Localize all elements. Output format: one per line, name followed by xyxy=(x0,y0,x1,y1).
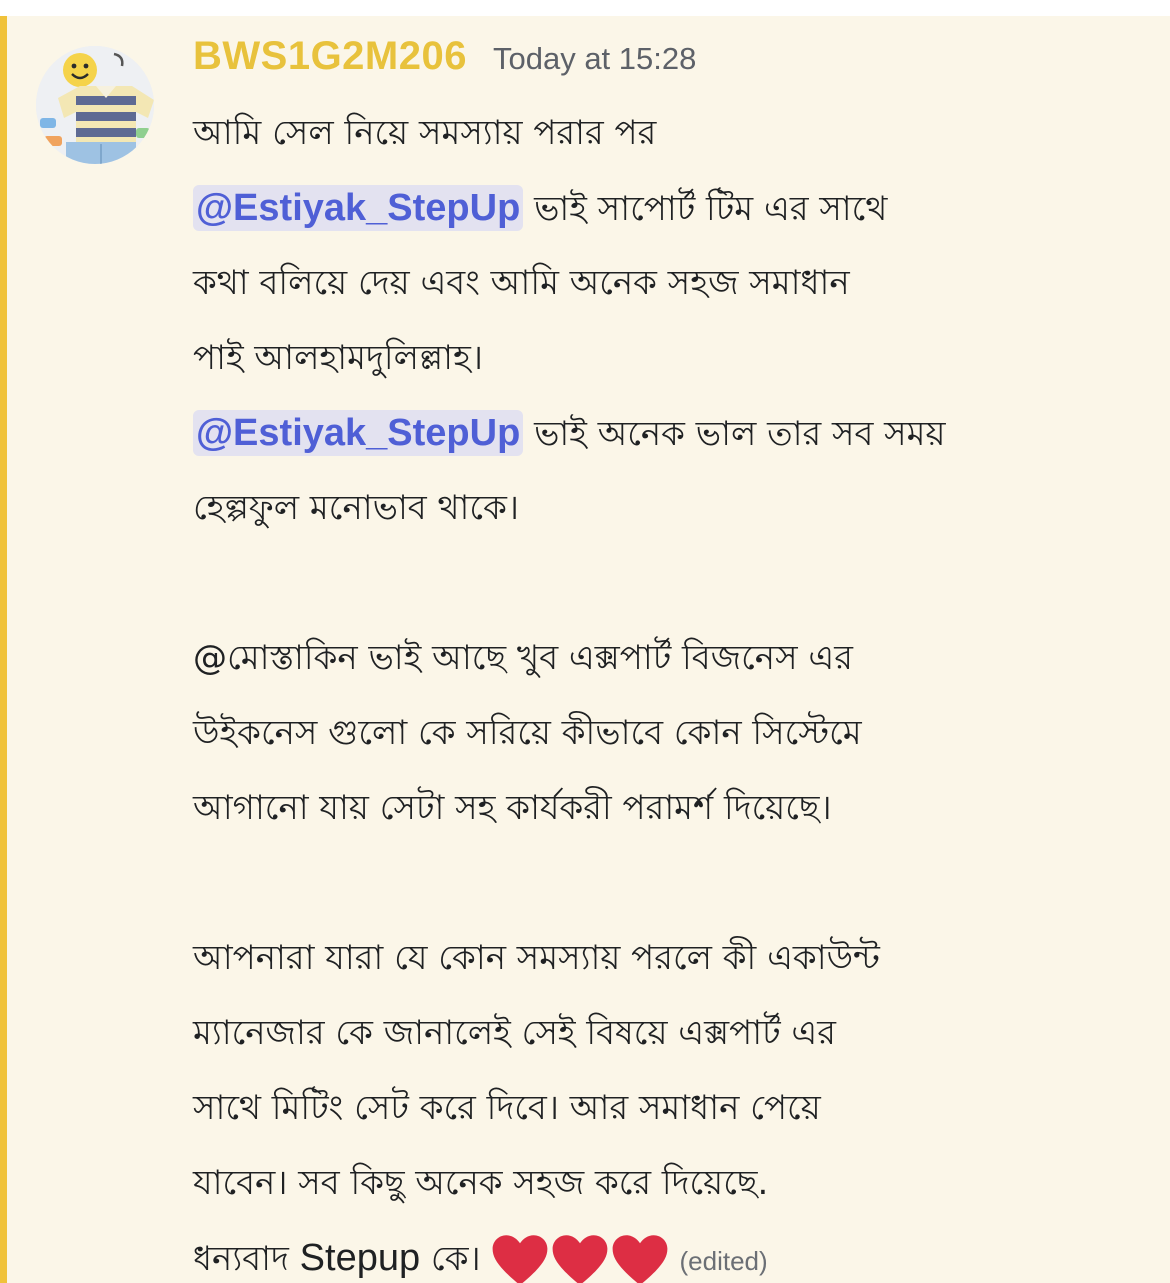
message-line: উইকনেস গুলো কে সরিয়ে কীভাবে কোন সিস্টেমে xyxy=(193,713,862,753)
blank-line xyxy=(193,846,1143,921)
message-text: ভাই সাপোর্ট টিম এর সাথে xyxy=(523,189,888,229)
mention-highlight-bar xyxy=(0,16,7,1283)
message-line: ম্যানেজার কে জানালেই সেই বিষয়ে এক্সপার্ট এর xyxy=(193,1013,836,1053)
message-line: আমি সেল নিয়ে সমস্যায় পরার পর xyxy=(193,113,657,153)
message-text: কে। xyxy=(420,1239,492,1279)
message-line: যাবেন। সব কিছু অনেক সহজ করে দিয়েছে. xyxy=(193,1163,769,1203)
message-timestamp: Today at 15:28 xyxy=(492,41,697,76)
top-strip xyxy=(0,0,1170,16)
avatar-image xyxy=(36,46,154,164)
message-text: Stepup xyxy=(299,1237,421,1279)
message-text: ধন্যবাদ xyxy=(193,1239,300,1279)
message-line xyxy=(193,396,1143,471)
message-line: সাথে মিটিং সেট করে দিবে। আর সমাধান পেয়ে xyxy=(193,1088,821,1128)
red-heart-icon xyxy=(491,1233,549,1283)
user-avatar[interactable] xyxy=(36,46,154,164)
message-line: আগানো যায় সেটা সহ কার্যকরী পরামর্শ দিয়েছে। xyxy=(193,788,832,828)
user-mention[interactable]: @Estiyak_StepUp xyxy=(193,185,523,231)
author-name[interactable]: BWS1G2M206 xyxy=(193,34,467,78)
chat-message[interactable] xyxy=(0,16,1170,1283)
edited-label: (edited) xyxy=(679,1246,768,1276)
user-mention[interactable]: @Estiyak_StepUp xyxy=(193,410,523,456)
message-body xyxy=(193,96,1143,1283)
message-line: @মোস্তাকিন ভাই আছে খুব এক্সপার্ট বিজনেস এর xyxy=(193,638,853,678)
message-text: ভাই অনেক ভাল তার সব সময় xyxy=(523,414,946,454)
message-line: হেল্পফুল মনোভাব থাকে। xyxy=(193,488,520,528)
message-line: কথা বলিয়ে দেয় এবং আমি অনেক সহজ সমাধান xyxy=(193,263,850,303)
message-line: আপনারা যারা যে কোন সমস্যায় পরলে কী একাউন্ট xyxy=(193,938,880,978)
red-heart-icon xyxy=(611,1233,669,1283)
message-line xyxy=(193,1221,1143,1283)
message-header xyxy=(193,34,696,84)
red-heart-icon xyxy=(551,1233,609,1283)
message-line xyxy=(193,171,1143,246)
blank-line xyxy=(193,546,1143,621)
message-line: পাই আলহামদুলিল্লাহ। xyxy=(193,338,484,378)
